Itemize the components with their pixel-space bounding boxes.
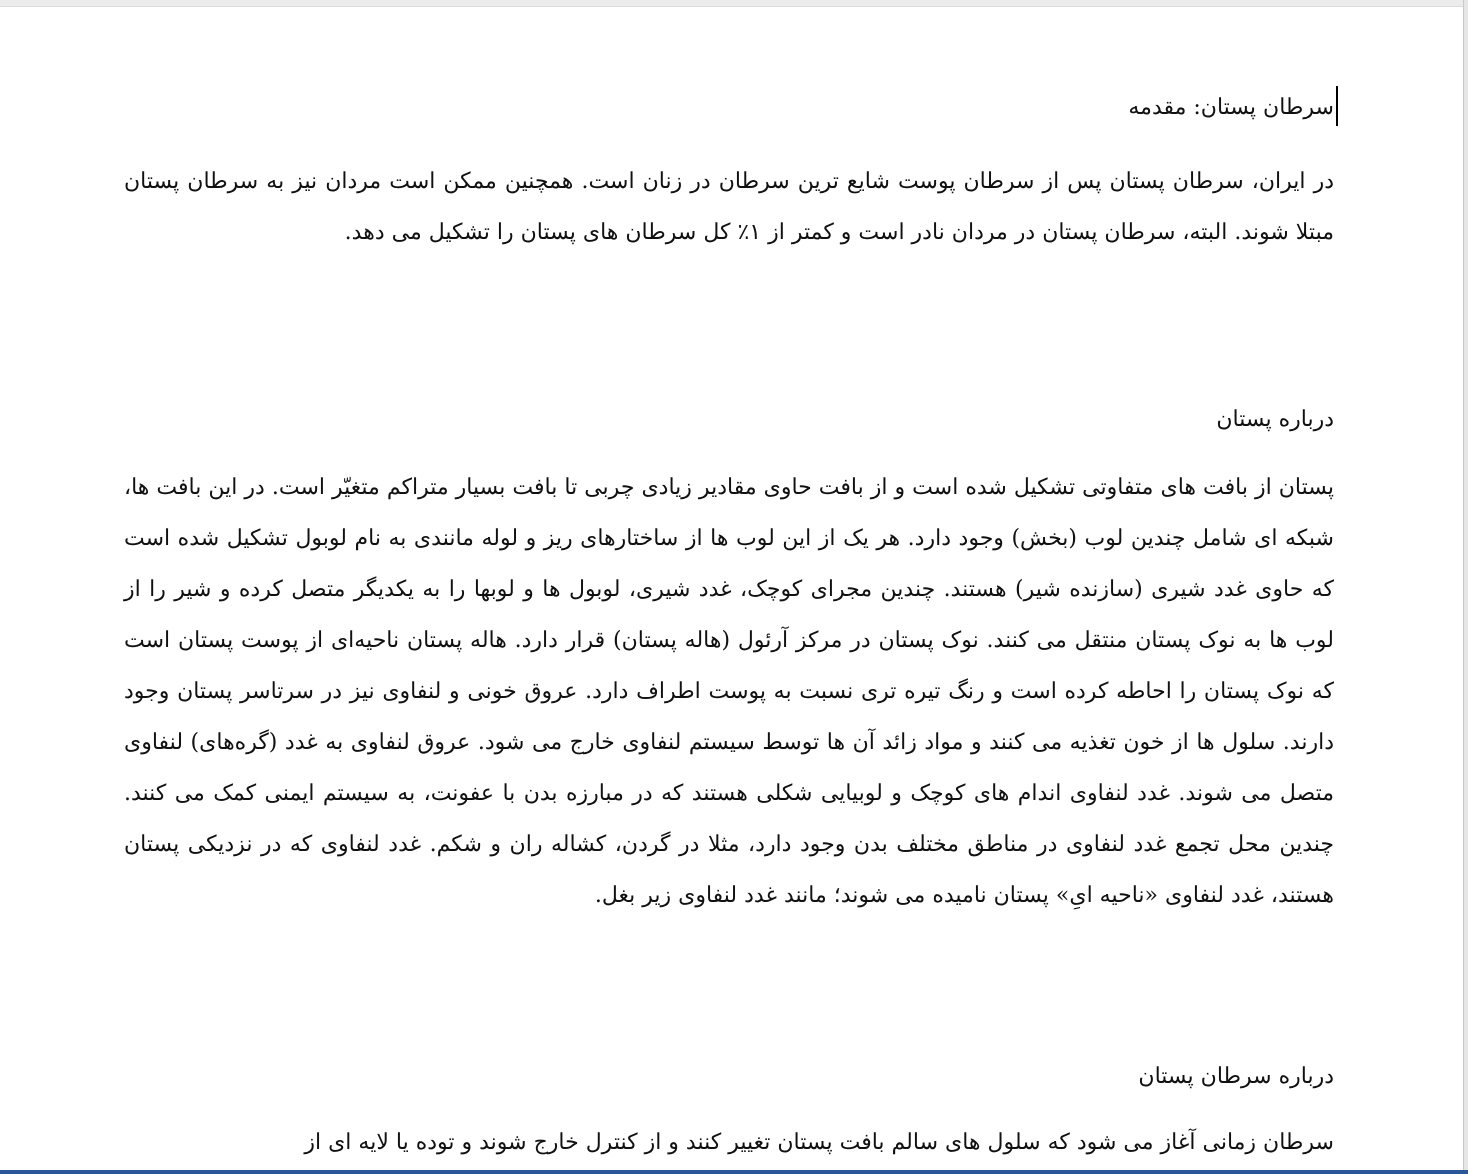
section-paragraph-about-breast: پستان از بافت های متفاوتی تشکیل شده است و از بافت حاوی مقادیر زیادی چربی تا بافت بسیار متراکم متغیّر است. در این بافت ها، شبکه ای شامل چندین لوب (بخش) وجود دارد. هر یک از این لوب ها از ساختارهای ریز و لوله مانندی به نام لوبول تشکیل شده است که حاوی غدد شیری (سازنده شیر) هستند. چندین مجرای کوچک، غدد شیری، لوبول ها و لوبها را به یکدیگر متصل کرده و شیر را از لوب ها به نوک پستان منتقل می کنند. نوک پستان در مرکز آرئول (هاله پستان) قرار دارد. هاله پستان ناحیه‌ای از پوست پستان است که نوک پستان را احاطه کرده است و رنگ تیره تری نسبت به پوست اطراف دارد. عروق خونی و لنفاوی نیز در سرتاسر پستان وجود دارند. سلول ها از خون تغذیه می کنند و مواد زائد آن ها توسط سیستم لنفاوی خارج می شود. عروق لنفاوی به غدد (گره‌های) لنفاوی متصل می شوند. غدد لنفاوی اندام های کوچک و لوبیایی شکلی هستند که در مبارزه بدن با عفونت، به سیستم ایمنی کمک می کنند. چندین محل تجمع غدد لنفاوی در مناطق مختلف بدن وجود دارد، مثلا در گردن، کشاله ران و شکم. غدد لنفاوی که در نزدیکی پستان هستند، غدد لنفاوی «ناحیه ایِ» پستان نامیده می شوند؛ مانند غدد لنفاوی زیر بغل. <box>124 475 1334 908</box>
section-heading-introduction: سرطان پستان: مقدمه <box>1128 95 1334 120</box>
section-heading-about-breast: درباره پستان <box>1216 407 1334 432</box>
section-paragraph-introduction: در ایران، سرطان پستان پس از سرطان پوست شایع ترین سرطان در زنان است. همچنین ممکن است مردان نیز به سرطان پستان مبتلا شوند. البته، سرطان پستان در مردان نادر است و کمتر از ۱٪ کل سرطان های پستان را تشکیل می دهد. <box>124 169 1334 245</box>
page-right-edge <box>1463 0 1468 1174</box>
text-cursor <box>1336 86 1338 126</box>
section-paragraph-about-breast-cancer: سرطان زمانی آغاز می شود که سلول های سالم بافت پستان تغییر کنند و از کنترل خارج شوند و توده یا لایه ای از <box>304 1130 1334 1155</box>
section-heading-about-breast-cancer: درباره سرطان پستان <box>1138 1064 1334 1089</box>
window-bottom-bar <box>0 1170 1468 1174</box>
